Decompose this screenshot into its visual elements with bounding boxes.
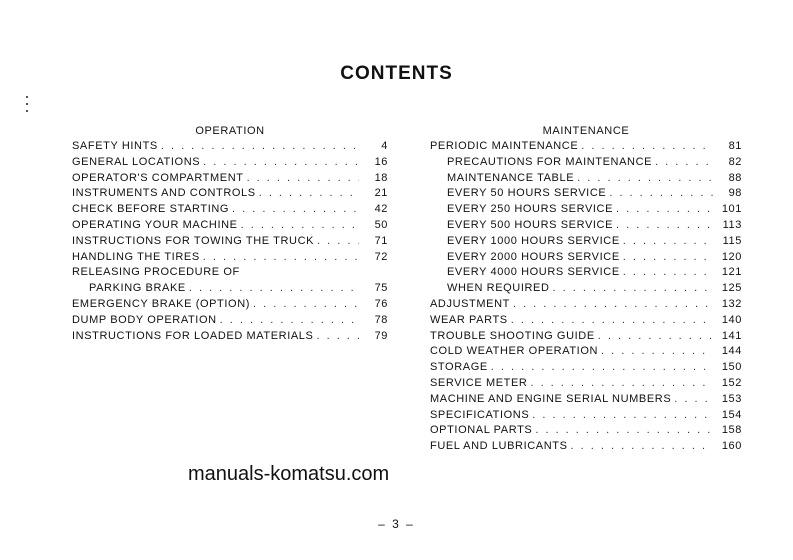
- toc-entry-page: 158: [721, 424, 742, 437]
- toc-entry-label: DUMP BODY OPERATION: [72, 313, 217, 326]
- dot-leader: [532, 408, 713, 424]
- dot-leader: [232, 202, 359, 218]
- toc-entry[interactable]: [72, 313, 388, 329]
- dot-leader: [616, 202, 713, 218]
- toc-entry[interactable]: [430, 297, 742, 313]
- toc-entry-label: WEAR PARTS: [430, 313, 508, 326]
- toc-entry-label: PRECAUTIONS FOR MAINTENANCE: [447, 155, 653, 168]
- toc-entry-page: 50: [374, 218, 388, 231]
- toc-entry[interactable]: [72, 281, 388, 297]
- toc-entry-label: GENERAL LOCATIONS: [72, 155, 201, 168]
- toc-entry-label: EVERY 2000 HOURS SERVICE: [447, 250, 620, 263]
- dot-leader: [623, 250, 713, 266]
- toc-entry[interactable]: [430, 376, 742, 392]
- toc-entry-label: FUEL AND LUBRICANTS: [430, 440, 568, 453]
- toc-entry[interactable]: [430, 250, 742, 266]
- toc-entry-page: 125: [721, 282, 742, 295]
- toc-entry-label: EMERGENCY BRAKE (OPTION): [72, 297, 250, 310]
- toc-entry[interactable]: [430, 171, 742, 187]
- toc-entry-label: MAINTENANCE TABLE: [447, 171, 575, 184]
- toc-entry-label: STORAGE: [430, 361, 488, 374]
- dot-leader: [530, 376, 713, 392]
- toc-entry[interactable]: [430, 344, 742, 360]
- toc-entry-label: PERIODIC MAINTENANCE: [430, 140, 579, 152]
- toc-entry[interactable]: [72, 218, 388, 234]
- toc-entry[interactable]: [430, 392, 742, 408]
- toc-entry[interactable]: [430, 155, 742, 171]
- dot-leader: [609, 186, 713, 202]
- toc-entry-page: 144: [721, 345, 742, 358]
- toc-entry-label: INSTRUCTIONS FOR LOADED MATERIALS: [72, 329, 314, 342]
- toc-entry-page: 4: [381, 140, 388, 152]
- watermark-text: manuals-komatsu.com: [188, 463, 390, 485]
- toc-entry-label: SAFETY HINTS: [72, 140, 158, 152]
- toc-entry[interactable]: [430, 423, 742, 439]
- toc-entry-page: 82: [728, 155, 742, 168]
- toc-entry[interactable]: [72, 186, 388, 202]
- toc-entry[interactable]: [72, 155, 388, 171]
- dot-leader: [535, 423, 713, 439]
- toc-entry-page: 160: [721, 440, 742, 453]
- page-title: CONTENTS: [340, 63, 453, 84]
- toc-entry-label: HANDLING THE TIRES: [72, 250, 200, 263]
- dot-leader: [623, 234, 713, 250]
- toc-entry-page: 154: [721, 408, 742, 421]
- toc-entry-label: RELEASING PROCEDURE OF: [72, 266, 240, 279]
- toc-entry-label: OPERATING YOUR MACHINE: [72, 218, 238, 231]
- dot-leader: [316, 329, 359, 345]
- column-heading: MAINTENANCE: [542, 125, 630, 137]
- toc-entry[interactable]: [430, 281, 742, 297]
- toc-entry-label: ADJUSTMENT: [430, 297, 510, 310]
- toc-entry-page: 79: [374, 329, 388, 342]
- dot-leader: [317, 234, 359, 250]
- toc-entry-label: WHEN REQUIRED: [447, 282, 550, 295]
- dot-leader: [220, 313, 359, 329]
- toc-entry-page: 78: [374, 313, 388, 326]
- toc-entry[interactable]: [72, 250, 388, 266]
- toc-entry-page: 18: [374, 171, 388, 184]
- toc-entry-page: 81: [728, 140, 742, 152]
- dot-leader: [553, 281, 713, 297]
- toc-entry[interactable]: [430, 329, 742, 345]
- toc-entry-page: 132: [721, 297, 742, 310]
- toc-entry[interactable]: [72, 202, 388, 218]
- toc-entry-page: 153: [721, 392, 742, 405]
- toc-entry-page: 115: [722, 234, 742, 247]
- toc-entry[interactable]: [72, 297, 388, 313]
- dot-leader: [674, 392, 713, 408]
- margin-marks: [26, 96, 28, 116]
- dot-leader: [241, 218, 359, 234]
- dot-leader: [598, 329, 713, 345]
- toc-entry-label: TROUBLE SHOOTING GUIDE: [430, 329, 595, 342]
- toc-entry-page: 72: [374, 250, 388, 263]
- toc-entry-page: 152: [721, 376, 742, 389]
- toc-entry[interactable]: [72, 329, 388, 345]
- toc-entry-page: 71: [374, 234, 388, 247]
- toc-entry-page: 98: [728, 187, 742, 200]
- toc-entry[interactable]: [430, 234, 742, 250]
- toc-entry-page: 21: [374, 187, 388, 200]
- dot-leader: [189, 281, 359, 297]
- toc-entry[interactable]: [430, 202, 742, 218]
- toc-entry[interactable]: [430, 218, 742, 234]
- toc-entry-label: EVERY 500 HOURS SERVICE: [447, 218, 614, 231]
- toc-entry-label: MACHINE AND ENGINE SERIAL NUMBERS: [430, 392, 672, 405]
- toc-entry-page: 42: [374, 203, 388, 216]
- dot-leader: [253, 297, 359, 313]
- toc-entry-label: OPTIONAL PARTS: [430, 424, 533, 437]
- toc-entry-label: SERVICE METER: [430, 376, 528, 389]
- dot-leader: [601, 344, 713, 360]
- dot-leader: [203, 250, 359, 266]
- toc-entry[interactable]: [430, 408, 742, 424]
- column-heading: OPERATION: [195, 125, 265, 137]
- dot-leader: [616, 218, 713, 234]
- toc-entry-label: EVERY 1000 HOURS SERVICE: [447, 234, 620, 247]
- toc-entry[interactable]: [430, 360, 742, 376]
- dot-leader: [571, 439, 713, 455]
- toc-entry[interactable]: [72, 139, 388, 155]
- toc-entry[interactable]: [72, 171, 388, 187]
- toc-entry[interactable]: [430, 439, 742, 455]
- dot-leader: [511, 313, 713, 329]
- toc-entry-label: INSTRUCTIONS FOR TOWING THE TRUCK: [72, 234, 315, 247]
- toc-column-operation: [72, 124, 388, 344]
- toc-entry-page: 113: [722, 218, 742, 231]
- toc-entry-label: INSTRUMENTS AND CONTROLS: [72, 187, 256, 200]
- toc-entry[interactable]: [430, 186, 742, 202]
- toc-entry-label: SPECIFICATIONS: [430, 408, 530, 421]
- toc-entry[interactable]: [72, 265, 388, 281]
- toc-entry-page: 141: [721, 329, 742, 342]
- dot-leader: [259, 186, 359, 202]
- toc-entry-label: EVERY 250 HOURS SERVICE: [447, 203, 614, 216]
- toc-entry-page: 150: [721, 361, 742, 374]
- dot-leader: [513, 297, 713, 313]
- toc-entry-label: EVERY 4000 HOURS SERVICE: [447, 266, 620, 279]
- toc-entry-label: COLD WEATHER OPERATION: [430, 345, 599, 358]
- dot-leader: [491, 360, 713, 376]
- dot-leader: [161, 139, 359, 155]
- toc-entry-page: 88: [728, 171, 742, 184]
- toc-entry-label: CHECK BEFORE STARTING: [72, 203, 230, 216]
- dot-leader: [581, 139, 713, 155]
- toc-column-maintenance: [430, 124, 742, 455]
- dot-leader: [577, 171, 713, 187]
- toc-entry-page: 75: [374, 282, 388, 295]
- toc-entry-label: PARKING BRAKE: [89, 282, 186, 295]
- dot-leader: [655, 155, 713, 171]
- toc-entry-page: 120: [721, 250, 742, 263]
- toc-entry-page: 101: [721, 203, 742, 216]
- toc-entry[interactable]: [430, 313, 742, 329]
- toc-entry-page: 16: [374, 155, 388, 168]
- toc-entry[interactable]: [430, 265, 742, 281]
- toc-entry-label: EVERY 50 HOURS SERVICE: [447, 187, 607, 200]
- dot-leader: [247, 171, 359, 187]
- toc-entry-page: 140: [721, 313, 742, 326]
- toc-entry[interactable]: [430, 139, 742, 155]
- dot-leader: [623, 265, 713, 281]
- dot-leader: [203, 155, 359, 171]
- toc-entry[interactable]: [72, 234, 388, 250]
- toc-entry-page: 121: [721, 266, 742, 279]
- page-number: – 3 –: [378, 517, 415, 531]
- toc-entry-label: OPERATOR'S COMPARTMENT: [72, 171, 244, 184]
- toc-entry-page: 76: [374, 297, 388, 310]
